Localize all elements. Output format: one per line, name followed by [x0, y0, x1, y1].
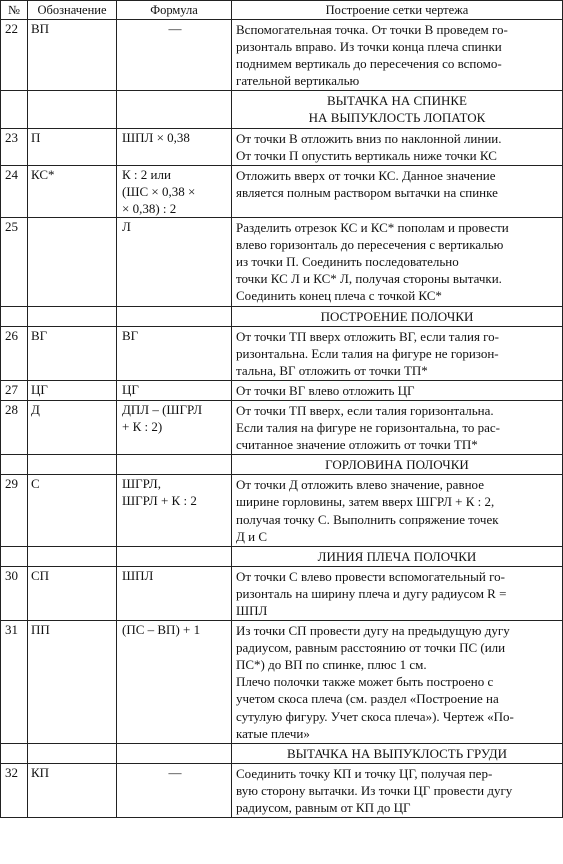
row-number: 28 [1, 400, 28, 454]
description-line: ШПЛ [236, 603, 268, 618]
row-formula [117, 763, 232, 817]
row-formula [117, 20, 232, 91]
description-line: Плечо полочки также может быть построено с [236, 674, 494, 690]
description-line: От точки С влево провести вспомогательный го- [236, 568, 505, 584]
row-designation: КС* [28, 165, 117, 217]
header-number: № [1, 1, 28, 20]
row-formula [117, 400, 232, 454]
row-designation: КП [28, 763, 117, 817]
formula-line: ШПЛ [122, 567, 154, 583]
row-description [232, 400, 563, 454]
row-formula [117, 380, 232, 400]
table-row [1, 128, 563, 165]
section-title [232, 546, 563, 566]
row-number: 22 [1, 20, 28, 91]
row-formula [117, 326, 232, 380]
description-line: Д и С [236, 528, 267, 544]
row-designation: С [28, 475, 117, 546]
empty-cell [28, 306, 117, 326]
row-designation: ЦГ [28, 380, 117, 400]
empty-cell [117, 91, 232, 128]
empty-cell [1, 743, 28, 763]
description-line: От точки ТП вверх, если талия горизонтальна. [236, 402, 494, 418]
section-title-line: ВЫТАЧКА НА СПИНКЕ [327, 93, 467, 109]
description-line: ризонтальна. Если талия на фигуре не горизон- [236, 345, 499, 361]
empty-cell [28, 455, 117, 475]
description-line: ширине горловины, затем вверх ШГРЛ + К : 2, [236, 494, 495, 510]
description-line: поднимем вертикаль до пересечения со вспомо- [236, 56, 502, 72]
section-title-line: НА ВЫПУКЛОСТЬ ЛОПАТОК [308, 110, 486, 126]
row-number: 23 [1, 128, 28, 165]
table-row [1, 763, 563, 817]
section-title-line: ГОРЛОВИНА ПОЛОЧКИ [325, 457, 469, 473]
row-description [232, 165, 563, 217]
row-number: 30 [1, 566, 28, 620]
row-designation: ПП [28, 621, 117, 744]
formula-line: ЦГ [122, 381, 139, 397]
table-body [1, 20, 563, 818]
description-line: из точки П. Соединить последовательно [236, 254, 459, 270]
description-line: От точки Д отложить влево значение, равное [236, 477, 484, 493]
description-line: сутулую фигуру. Учет скоса плеча»). Чертеж «По- [236, 708, 514, 724]
row-designation [28, 218, 117, 306]
table-row [1, 218, 563, 306]
row-designation: СП [28, 566, 117, 620]
row-formula [117, 165, 232, 217]
section-title [232, 743, 563, 763]
description-line: катые плечи» [236, 725, 310, 741]
description-line: Вспомогательная точка. От точки В проведем го- [236, 22, 508, 37]
empty-cell [117, 743, 232, 763]
row-designation: П [28, 128, 117, 165]
row-number: 32 [1, 763, 28, 817]
row-description [232, 128, 563, 165]
row-description [232, 475, 563, 546]
row-designation: ВГ [28, 326, 117, 380]
row-formula [117, 128, 232, 165]
section-title [232, 306, 563, 326]
row-description [232, 380, 563, 400]
section-title [232, 455, 563, 475]
empty-cell [1, 455, 28, 475]
empty-cell [1, 91, 28, 128]
row-formula [117, 621, 232, 744]
row-description [232, 218, 563, 306]
description-line: ПС*) до ВП по спинке, плюс 1 см. [236, 657, 427, 673]
description-line: гательной вертикалью [236, 73, 360, 89]
empty-cell [28, 743, 117, 763]
row-number: 31 [1, 621, 28, 744]
description-line: является полным раствором вытачки на спинке [236, 184, 498, 200]
table-row [1, 621, 563, 744]
description-line: Отложить вверх от точки КС. Данное значение [236, 167, 496, 183]
description-line: тальна, ВГ отложить от точки ТП* [236, 362, 428, 378]
description-line: учетом скоса плеча (см. раздел «Построение на [236, 691, 499, 707]
description-line: Соединить точку КП и точку ЦГ, получая пер- [236, 765, 493, 781]
description-line: радиусом, равным от КП до ЦГ [236, 800, 411, 816]
row-formula [117, 566, 232, 620]
row-description [232, 763, 563, 817]
row-number: 25 [1, 218, 28, 306]
row-description [232, 326, 563, 380]
description-line: Если талия на фигуре не горизонтальна, то рас- [236, 420, 500, 436]
empty-cell [1, 306, 28, 326]
section-row [1, 91, 563, 128]
description-line: точки КС Л и КС* Л, получая стороны вытачки. [236, 271, 502, 287]
description-line: От точки В отложить вниз по наклонной линии. [236, 130, 502, 146]
row-number: 29 [1, 475, 28, 546]
section-title-line: ПОСТРОЕНИЕ ПОЛОЧКИ [320, 308, 474, 324]
table-row [1, 566, 563, 620]
description-line: Соединить конец плеча с точкой КС* [236, 288, 442, 304]
description-line: радиусом, равным расстоянию от точки ПС (или [236, 640, 506, 656]
row-formula [117, 218, 232, 306]
empty-cell [117, 546, 232, 566]
table-row [1, 326, 563, 380]
description-line: считанное значение отложить от точки ТП* [236, 437, 478, 453]
table-row [1, 475, 563, 546]
description-line: От точки П опустить вертикаль ниже точки КС [236, 147, 497, 163]
section-title [232, 91, 563, 128]
empty-cell [28, 91, 117, 128]
header-construction: Построение сетки чертежа [232, 1, 563, 20]
formula-line: ВГ [122, 327, 139, 343]
header-formula: Формула [117, 1, 232, 20]
row-description [232, 621, 563, 744]
row-designation: ВП [28, 20, 117, 91]
row-description [232, 20, 563, 91]
header-designation: Обозначение [28, 1, 117, 20]
empty-cell [117, 455, 232, 475]
formula-line: (ШС × 0,38 × [122, 183, 196, 199]
formula-line: Л [122, 219, 131, 235]
description-line: ризонталь вправо. Из точки конца плеча спинки [236, 39, 502, 55]
table-row [1, 20, 563, 91]
row-number: 24 [1, 165, 28, 217]
formula-line: + К : 2) [122, 419, 163, 435]
table-row [1, 380, 563, 400]
formula-line: ШПЛ × 0,38 [122, 129, 190, 145]
section-row [1, 743, 563, 763]
description-line: Разделить отрезок КС и КС* пополам и провести [236, 220, 509, 236]
formula-line: — [168, 21, 182, 36]
table-row [1, 400, 563, 454]
description-line: ризонталь на ширину плеча и дугу радиусом R = [236, 585, 507, 601]
empty-cell [117, 306, 232, 326]
formula-line: — [168, 764, 182, 780]
section-row [1, 546, 563, 566]
section-row [1, 455, 563, 475]
description-line: От точки ТП вверх отложить ВГ, если талия го- [236, 328, 500, 344]
formula-line: К : 2 или [122, 166, 171, 182]
empty-cell [28, 546, 117, 566]
formula-line: (ПС – ВП) + 1 [122, 622, 201, 638]
description-line: вую сторону вытачки. Из точки ЦГ провести дугу [236, 782, 513, 798]
row-number: 27 [1, 380, 28, 400]
row-number: 26 [1, 326, 28, 380]
table-header-row [1, 1, 563, 20]
description-line: Из точки СП провести дугу на предыдущую дугу [236, 623, 510, 639]
description-line: влево горизонталь до пересечения с вертикалью [236, 237, 504, 253]
section-title-line: ВЫТАЧКА НА ВЫПУКЛОСТЬ ГРУДИ [286, 745, 508, 761]
row-designation: Д [28, 400, 117, 454]
description-line: От точки ВГ влево отложить ЦГ [236, 382, 415, 398]
section-row [1, 306, 563, 326]
row-description [232, 566, 563, 620]
description-line: получая точку С. Выполнить сопряжение точек [236, 511, 499, 527]
formula-line: ШГРЛ, [122, 476, 161, 492]
formula-line: × 0,38) : 2 [122, 200, 177, 216]
row-formula [117, 475, 232, 546]
section-title-line: ЛИНИЯ ПЛЕЧА ПОЛОЧКИ [317, 548, 477, 564]
empty-cell [1, 546, 28, 566]
table-row [1, 165, 563, 217]
formula-line: ДПЛ – (ШГРЛ [122, 401, 203, 417]
formula-line: ШГРЛ + К : 2 [122, 493, 197, 509]
